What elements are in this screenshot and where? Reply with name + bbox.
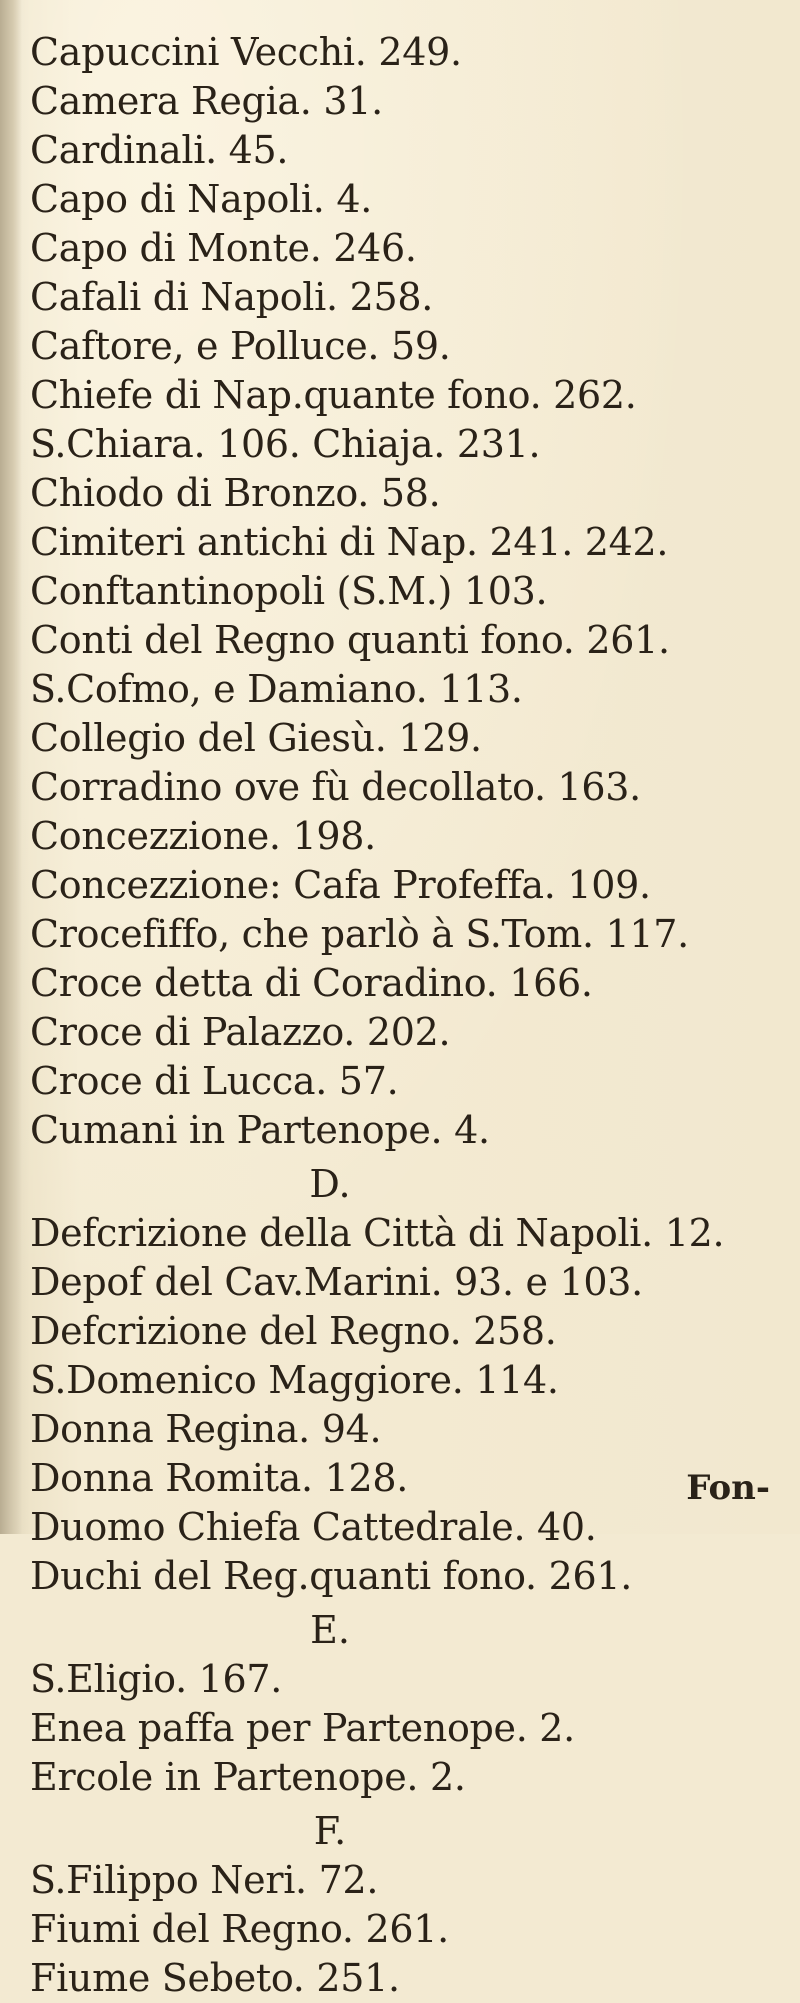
index-entry: S.Chiara. 106. Chiaja. 231. bbox=[30, 422, 541, 466]
index-entry: Defcrizione del Regno. 258. bbox=[30, 1309, 557, 1353]
index-entry: Conti del Regno quanti fono. 261. bbox=[30, 618, 670, 662]
section-f bbox=[30, 1808, 770, 2003]
index-entry: Concezzione. 198. bbox=[30, 814, 376, 858]
index-entry: Camera Regia. 31. bbox=[30, 79, 383, 123]
index-entry: Capuccini Vecchi. 249. bbox=[30, 30, 462, 74]
index-entry: Donna Romita. 128. bbox=[30, 1456, 408, 1500]
index-entry: Chiodo di Bronzo. 58. bbox=[30, 471, 441, 515]
index-entry: Cardinali. 45. bbox=[30, 128, 289, 172]
index-entry: Caftore, e Polluce. 59. bbox=[30, 324, 451, 368]
section-letter: D. bbox=[309, 1162, 351, 1206]
index-entry: Crocefiffo, che parlò à S.Tom. 117. bbox=[30, 912, 689, 956]
index-entry: Cimiteri antichi di Nap. 241. 242. bbox=[30, 520, 669, 564]
section-c bbox=[30, 28, 770, 1155]
index-entry: Ercole in Partenope. 2. bbox=[30, 1755, 466, 1799]
index-entry: Chiefe di Nap.quante fono. 262. bbox=[30, 373, 637, 417]
index-entry: S.Filippo Neri. 72. bbox=[30, 1858, 379, 1902]
index-entry: Capo di Napoli. 4. bbox=[30, 177, 372, 221]
page-gutter-shadow bbox=[0, 0, 22, 1534]
index-entry: Cumani in Partenope. 4. bbox=[30, 1108, 490, 1152]
index-entry: Enea paffa per Partenope. 2. bbox=[30, 1706, 575, 1750]
index-entries bbox=[30, 28, 770, 2003]
index-entry: S.Eligio. 167. bbox=[30, 1657, 283, 1701]
catchword: Fon- bbox=[686, 1468, 770, 1508]
index-entry: Croce detta di Coradino. 166. bbox=[30, 961, 593, 1005]
section-letter: F. bbox=[313, 1809, 347, 1853]
index-entry: Defcrizione della Città di Napoli. 12. bbox=[30, 1211, 725, 1255]
index-entry: Collegio del Giesù. 129. bbox=[30, 716, 482, 760]
section-letter: E. bbox=[310, 1608, 350, 1652]
index-entry: Donna Regina. 94. bbox=[30, 1407, 382, 1451]
index-entry: Corradino ove fù decollato. 163. bbox=[30, 765, 641, 809]
index-entry: Croce di Lucca. 57. bbox=[30, 1059, 399, 1103]
index-entry: Cafali di Napoli. 258. bbox=[30, 275, 433, 319]
index-entry: S.Domenico Maggiore. 114. bbox=[30, 1358, 559, 1402]
index-entry: Capo di Monte. 246. bbox=[30, 226, 417, 270]
section-d bbox=[30, 1161, 770, 1601]
index-entry: Fiumi del Regno. 261. bbox=[30, 1907, 449, 1951]
index-entry: S.Cofmo, e Damiano. 113. bbox=[30, 667, 523, 711]
index-entry: Croce di Palazzo. 202. bbox=[30, 1010, 451, 1054]
index-entry: Depof del Cav.Marini. 93. e 103. bbox=[30, 1260, 643, 1304]
index-entry: Duchi del Reg.quanti fono. 261. bbox=[30, 1554, 633, 1598]
index-entry: Concezzione: Cafa Profeffa. 109. bbox=[30, 863, 651, 907]
index-entry: Conftantinopoli (S.M.) 103. bbox=[30, 569, 548, 613]
section-e bbox=[30, 1607, 770, 1802]
index-entry: Fiume Sebeto. 251. bbox=[30, 1956, 400, 2000]
index-entry: Duomo Chiefa Cattedrale. 40. bbox=[30, 1505, 597, 1549]
